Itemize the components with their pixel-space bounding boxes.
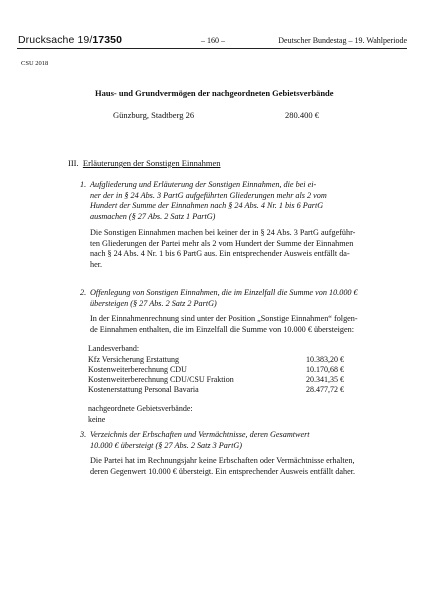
income-row: [88, 385, 344, 395]
item-1-body-line: ten Gliederungen der Partei mehr als 2 vom Hundert der Summe der Einnahmen: [90, 238, 354, 248]
landesverband-label: Landesverband:: [88, 344, 140, 353]
section-number: III.: [68, 158, 79, 168]
item-1-title-line: Hundert der Summe der Einnahmen nach § 24 Abs. 4 Nr. 1 bis 6 PartG: [90, 201, 324, 210]
item-1-body: [90, 228, 374, 270]
income-row-label: Kfz Versicherung Erstattung: [88, 355, 179, 364]
nachgeordnete-value: keine: [88, 415, 106, 424]
income-row-value: 10.170,68 €: [306, 365, 344, 374]
item-2-title: [80, 288, 374, 309]
item-1-title-line: ner der in § 24 Abs. 3 PartG aufgeführten Gliederungen mehr als 2 vom: [90, 190, 327, 200]
drucksache-number: 17350: [92, 34, 123, 46]
income-row-value: 28.477,72 €: [306, 385, 344, 394]
income-row-value: 20.341,35 €: [306, 375, 344, 384]
item-2-title-line: übersteigen (§ 27 Abs. 2 Satz 2 PartG): [90, 298, 217, 308]
item-1-title-line: Aufgliederung und Erläuterung der Sonstigen Einnahmen, die bei ei-: [90, 180, 317, 189]
drucksache-label: [18, 34, 122, 46]
item-2-title-line: Offenlegung von Sonstigen Einnahmen, die im Einzelfall die Summe von 10.000 €: [90, 288, 358, 297]
item-3-number: 3.: [80, 430, 87, 439]
income-row: [88, 375, 344, 385]
item-3-body-line: deren Gegenwert 10.000 € übersteigt. Ein entsprechender Ausweis entfällt daher.: [90, 466, 356, 476]
property-location: Günzburg, Stadtberg 26: [113, 110, 195, 120]
item-3-title: [80, 430, 374, 451]
property-amount: 280.400 €: [285, 110, 319, 120]
item-3-title-line: Verzeichnis der Erbschaften und Vermächtnisse, deren Gesamtwert: [90, 430, 310, 439]
income-row-label: Kostenweiterberechnung CDU: [88, 365, 187, 374]
item-2-number: 2.: [80, 288, 87, 297]
item-1-body-line: nach § 24 Abs. 4 Nr. 1 bis 6 PartG aus. Ein entsprechender Ausweis entfällt da-: [90, 249, 350, 258]
drucksache-prefix: Drucksache 19/: [18, 34, 93, 46]
income-row-label: Kostenweiterberechnung CDU/CSU Fraktion: [88, 375, 234, 384]
income-row: [88, 365, 344, 375]
party-tag: CSU 2018: [21, 60, 49, 67]
parliament-label: Deutscher Bundestag – 19. Wahlperiode: [278, 36, 407, 45]
item-2-body-line: In der Einnahmenrechnung sind unter der Position „Sonstige Einnahmen“ folgen-: [90, 314, 358, 323]
item-1-title-line: ausmachen (§ 27 Abs. 2 Satz 1 PartG): [90, 211, 216, 221]
item-1-title: [80, 180, 374, 222]
income-row-label: Kostenerstattung Personal Bavaria: [88, 385, 199, 394]
nachgeordnete-label: nachgeordnete Gebietsverbände:: [88, 404, 193, 413]
item-2-body-line: de Einnahmen enthalten, die im Einzelfall die Summe von 10.000 € übersteigen:: [90, 324, 354, 334]
section-heading: [68, 158, 221, 168]
item-2-body: [90, 314, 374, 335]
income-row: [88, 355, 344, 365]
header-divider: [17, 48, 407, 49]
item-1-number: 1.: [80, 180, 87, 189]
page-number: – 160 –: [201, 36, 225, 45]
item-1-body-line: Die Sonstigen Einnahmen machen bei keiner der in § 24 Abs. 3 PartG aufgeführ-: [90, 228, 356, 237]
income-row-value: 10.383,20 €: [306, 355, 344, 364]
section-title: Erläuterungen der Sonstigen Einnahmen: [82, 158, 221, 168]
property-title: Haus- und Grundvermögen der nachgeordneten Gebietsverbände: [95, 88, 334, 98]
item-1-body-line: her.: [90, 259, 103, 269]
item-3-title-line: 10.000 € übersteigt (§ 27 Abs. 2 Satz 3 PartG): [90, 440, 242, 450]
item-3-body: [90, 456, 374, 477]
item-3-body-line: Die Partei hat im Rechnungsjahr keine Erbschaften oder Vermächtnisse erhalten,: [90, 456, 355, 465]
